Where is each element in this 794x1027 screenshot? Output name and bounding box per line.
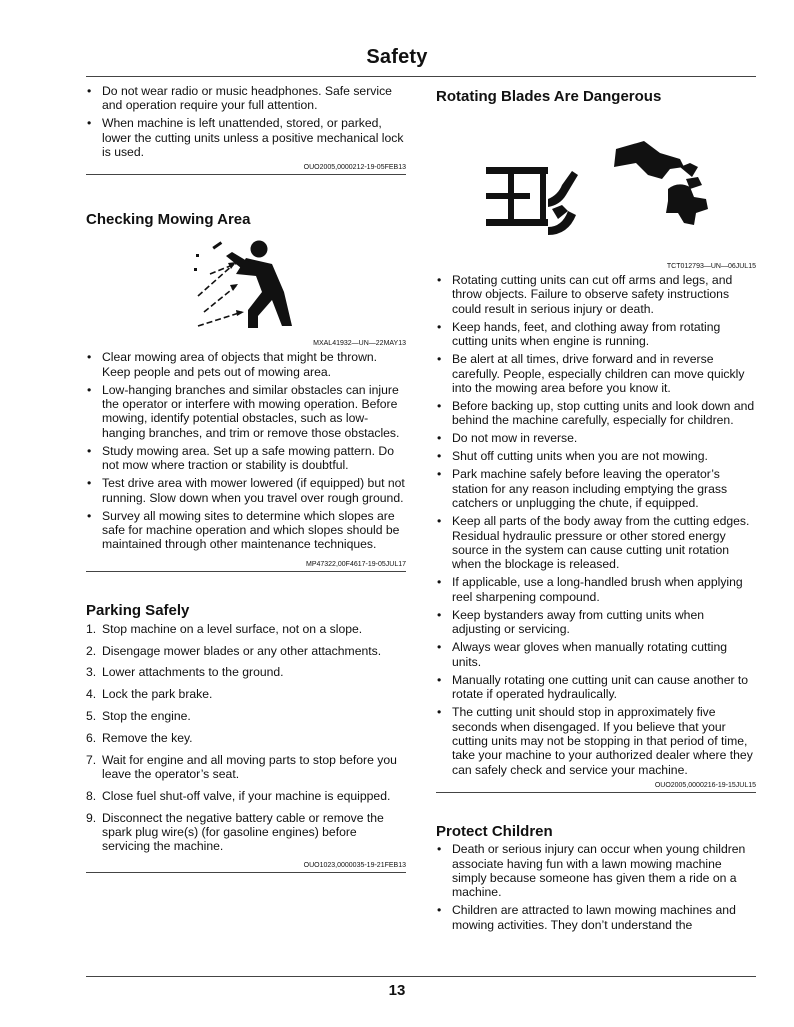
bullet-marker: • (437, 399, 442, 414)
page-number: 13 (388, 982, 406, 999)
bullet-item: • Do not mow in reverse. (437, 431, 578, 446)
bullet-item: • Clear mowing area of objects that might be thrown. Keep people and pets out of mowing area. (87, 350, 378, 379)
bullet-item: • Test drive area with mower lowered (if equipped) but not running. Slow down when you travel over rough ground. (87, 476, 405, 505)
blades-bullet-list (436, 273, 756, 777)
children-bullet-list (436, 842, 756, 932)
bullet-marker: • (87, 84, 92, 98)
numbered-step: 5. Stop the engine. (86, 709, 191, 724)
parking-steps-list (86, 622, 406, 854)
bullet-item: • If applicable, use a long-handled brush when applying reel sharpening compound. (437, 575, 743, 604)
bullet-marker: • (437, 575, 442, 590)
bullet-item: • When machine is left unattended, stored, or parked, lower the cutting units unless a positive mechanical lock is used. (87, 116, 404, 160)
right-column (436, 84, 756, 936)
bullet-item: • Keep all parts of the body away from the cutting edges. Residual hydraulic pressure or other stored energy source in the system can cause cutting unit rotation when the blockage is released. (437, 514, 750, 572)
bullet-item: • Always wear gloves when manually rotating cutting units. (437, 640, 728, 669)
bullet-marker: • (437, 705, 442, 720)
bullet-item: • Low-hanging branches and similar obstacles can injure the operator or interfere with mowing operation. Before mowing, identify potential obstacles, such as low-hanging branches, and trim or remove those obstacles. (87, 382, 400, 440)
bullet-marker: • (437, 352, 442, 367)
numbered-step: 8. Close fuel shut-off valve, if your machine is equipped. (86, 788, 391, 803)
mowing-hazard-figure (86, 234, 406, 350)
figure-code: TCT012793—UN—06JUL15 (666, 263, 756, 270)
reference-code: OUO2005,0000216-19-15JUL15 (436, 781, 756, 793)
section-heading-mowing: Checking Mowing Area (86, 211, 251, 229)
rotating-blades-figure (436, 109, 756, 273)
thrown-object-hazard-icon (86, 234, 406, 338)
header-divider (86, 76, 756, 77)
bullet-item: • Keep bystanders away from cutting units when adjusting or servicing. (437, 607, 705, 637)
section-heading-parking: Parking Safely (86, 601, 190, 619)
bullet-marker: • (437, 319, 442, 334)
numbered-step: 4. Lock the park brake. (86, 687, 213, 702)
intro-bullet-list (86, 84, 406, 160)
bullet-marker: • (437, 842, 442, 857)
bullet-item: • Be alert at all times, drive forward and in reverse carefully. People, especially children can move quickly into the mowing area before you know it. (437, 352, 745, 396)
page-title: Safety (366, 46, 428, 68)
numbered-step: 2. Disengage mower blades or any other attachments. (86, 643, 382, 658)
bullet-marker: • (87, 116, 92, 131)
bullet-marker: • (437, 431, 442, 446)
bullet-marker: • (437, 672, 442, 687)
bullet-item: • Study mowing area. Set up a safe mowing pattern. Do not mow where traction or stability is doubtful. (87, 443, 394, 473)
section-heading-children: Protect Children (436, 823, 553, 841)
bullet-item: • Rotating cutting units can cut off arms and legs, and throw objects. Failure to observe safety instructions could result in serious injury or death. (437, 273, 733, 316)
numbered-step: 1. Stop machine on a level surface, not on a slope. (86, 621, 363, 636)
bullet-marker: • (87, 508, 92, 523)
bullet-item: • Do not wear radio or music headphones. Safe service and operation require your full attention. (87, 84, 392, 113)
bullet-item: • Manually rotating one cutting unit can cause another to rotate if operated hydraulically. (437, 672, 749, 702)
reference-code: OUO2005,0000212-19-05FEB13 (86, 163, 406, 175)
bullet-marker: • (87, 443, 92, 458)
bullet-item: • Survey all mowing sites to determine which slopes are safe for machine operation and which slopes should be maintained through other maintenance techniques. (87, 508, 400, 552)
section-heading-blades: Rotating Blades Are Dangerous (436, 88, 662, 105)
bullet-marker: • (87, 350, 92, 365)
bullet-item: • Before backing up, stop cutting units and look down and behind the machine carefully, especially for children. (437, 399, 755, 428)
numbered-step: 6. Remove the key. (86, 730, 193, 745)
footer-divider (86, 976, 756, 977)
bullet-item: • The cutting unit should stop in approximately five seconds when disengaged. If you believe that your cutting units may not be stopping in that period of time, take your machine to your authorized dealer where they can safely check and service your machine. (437, 705, 753, 777)
bullet-marker: • (437, 273, 442, 287)
bullet-item: • Keep hands, feet, and clothing away from rotating cutting units when engine is running. (437, 319, 721, 349)
bullet-marker: • (437, 449, 442, 464)
bullet-item: • Park machine safely before leaving the operator’s station for any reason including emptying the grass catchers or unplugging the chute, if equipped. (437, 467, 728, 511)
reference-code: OUO1023,0000035-19-21FEB13 (86, 861, 406, 873)
blade-hazard-icon (436, 109, 756, 259)
bullet-marker: • (87, 476, 92, 491)
mowing-bullet-list (86, 350, 406, 552)
bullet-marker: • (437, 467, 442, 482)
numbered-step: 3. Lower attachments to the ground. (86, 665, 284, 680)
bullet-marker: • (437, 640, 442, 655)
bullet-marker: • (437, 903, 442, 918)
numbered-step: 9. Disconnect the negative battery cable or remove the spark plug wire(s) (for gasoline engines) before servicing the machine. (86, 810, 384, 854)
bullet-marker: • (437, 514, 442, 529)
bullet-marker: • (87, 382, 92, 397)
figure-code: MXAL41932—UN—22MAY13 (313, 340, 406, 348)
numbered-step: 7. Wait for engine and all moving parts to stop before you leave the operator’s seat. (86, 752, 397, 782)
bullet-item: • Shut off cutting units when you are not mowing. (437, 449, 708, 464)
bullet-marker: • (437, 607, 442, 622)
bullet-item: • Death or serious injury can occur when young children associate having fun with a lawn mowing machine simply because someone has given them a ride on a machine. (437, 842, 746, 900)
left-column (86, 84, 406, 873)
bullet-item: • Children are attracted to lawn mowing machines and mowing activities. They don’t understand the (437, 903, 736, 932)
reference-code: MP47322,00F4617-19-05JUL17 (86, 560, 406, 572)
